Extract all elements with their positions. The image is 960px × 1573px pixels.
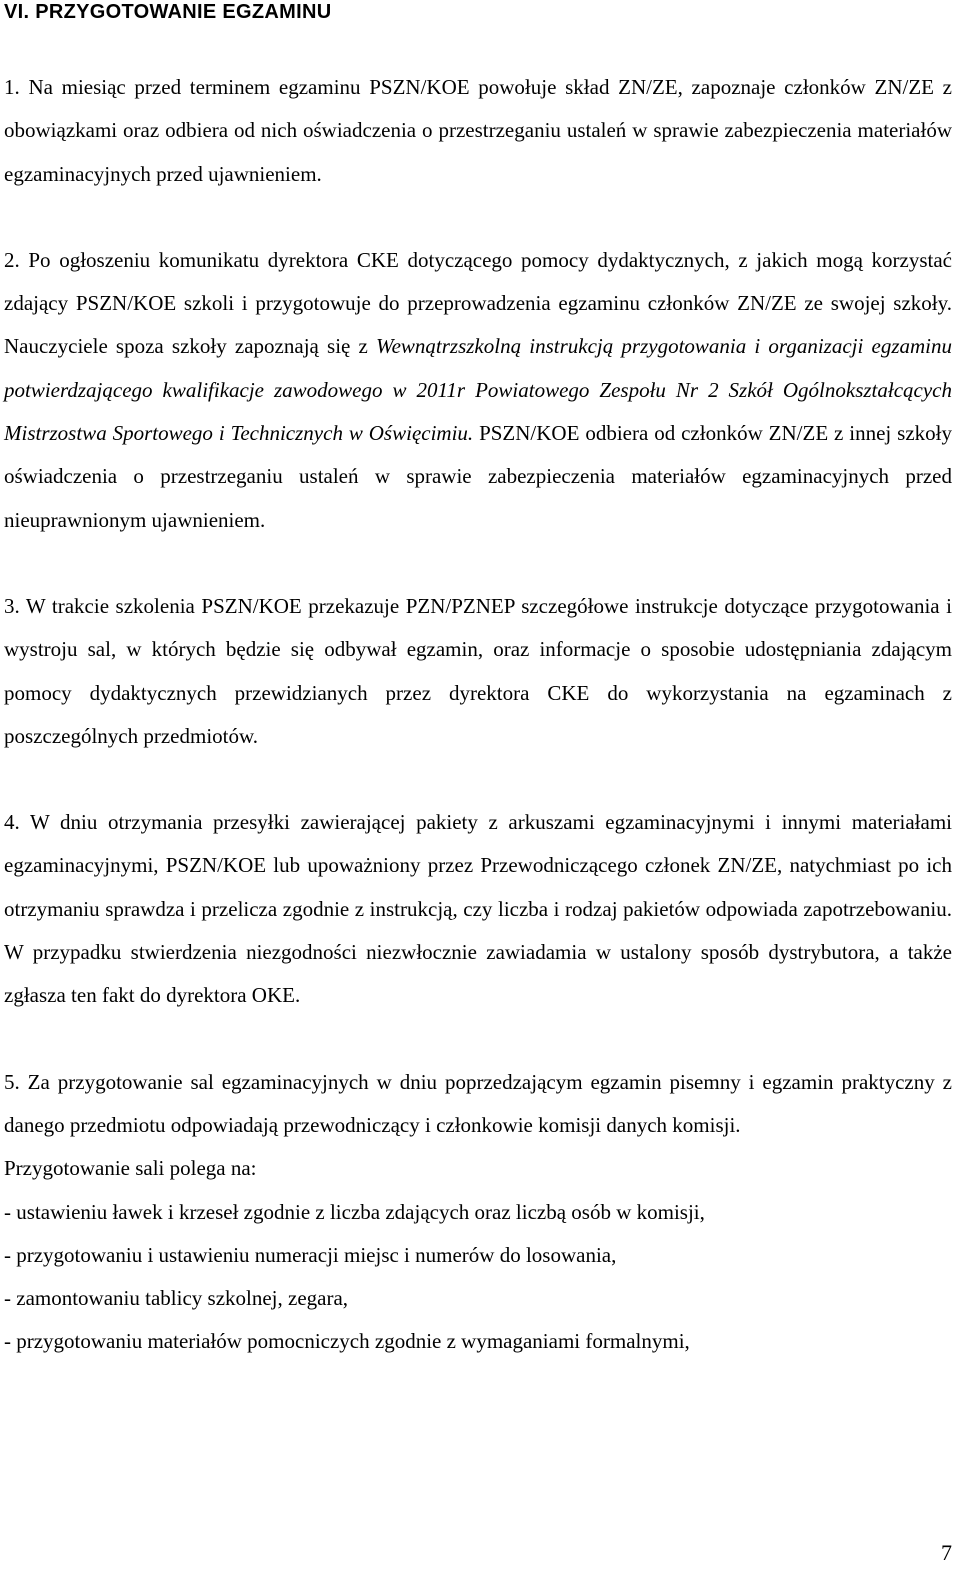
list-intro: Przygotowanie sali polega na:: [4, 1156, 257, 1181]
list-item: - zamontowaniu tablicy szkolnej, zegara,: [4, 1286, 349, 1311]
list-item: - przygotowaniu materiałów pomocniczych zgodnie z wymaganiami formalnymi,: [4, 1329, 690, 1354]
paragraph-2-start: 2. Po ogłoszeniu komunikatu dyrektora CKE dotyczącego pomocy dydaktycznych, z jakich mogą korzystać zdający PSZN/KOE szkoli i przygotowuje do przeprowadzenia egzaminu członków ZN/ZE ze swojej szkoły. Nauczyciele spoza szkoły zapoznają się z: [4, 247, 952, 359]
section-heading: VI. PRZYGOTOWANIE EGZAMINU: [4, 1, 332, 23]
list-item: - przygotowaniu i ustawieniu numeracji miejsc i numerów do losowania,: [4, 1242, 617, 1267]
paragraph-3: 3. W trakcie szkolenia PSZN/KOE przekazuje PZN/PZNEP szczegółowe instrukcje dotyczące przygotowania i wystroju sal, w których będzie się odbywał egzamin, oraz informacje o sposobie udostępniania zdającym pomocy dydaktycznych przewidzianych przez dyrektora CKE do wykorzystania na egzaminach z poszczególnych przedmiotów.: [4, 593, 952, 748]
paragraph-2: [4, 239, 952, 542]
paragraph-2-italic: Wewnątrzszkolną instrukcją przygotowania i organizacji egzaminu potwierdzającego kwalifikacje zawodowego w 2011r Powiatowego Zespołu Nr 2 Szkół Ogólnokształcących Mistrzostwa Sportowego i Technicznych w Oświęcimiu.: [4, 334, 952, 446]
paragraph-2-end: PSZN/KOE odbiera od członków ZN/ZE z innej szkoły oświadczenia o przestrzeganiu ustaleń w sprawie zabezpieczenia materiałów egzaminacyjnych przed nieuprawnionym ujawnieniem.: [4, 421, 952, 532]
paragraph-1: 1. Na miesiąc przed terminem egzaminu PSZN/KOE powołuje skład ZN/ZE, zapoznaje członków ZN/ZE z obowiązkami oraz odbiera od nich oświadczenia o przestrzeganiu ustaleń w sprawie zabezpieczenia materiałów egzaminacyjnych przed ujawnieniem.: [4, 75, 952, 186]
document-page: [4, 0, 952, 1364]
paragraph-4: 4. W dniu otrzymania przesyłki zawierającej pakiety z arkuszami egzaminacyjnymi i innymi materiałami egzaminacyjnymi, PSZN/KOE lub upoważniony przez Przewodniczącego członek ZN/ZE, natychmiast po ich otrzymaniu sprawdza i przelicza zgodnie z instrukcją, czy liczba i rodzaj pakietów odpowiada zapotrzebowaniu. W przypadku stwierdzenia niezgodności niezwłocznie zawiadamia w ustalony sposób dystrybutora, a także zgłasza ten fakt do dyrektora OKE.: [4, 810, 952, 1008]
paragraph-5: 5. Za przygotowanie sal egzaminacyjnych w dniu poprzedzającym egzamin pisemny i egzamin praktyczny z danego przedmiotu odpowiadają przewodniczący i członkowie komisji danych komisji.: [4, 1069, 952, 1137]
page-number: 7: [941, 1540, 952, 1565]
list-item: - ustawieniu ławek i krzeseł zgodnie z liczba zdających oraz liczbą osób w komisji,: [4, 1199, 705, 1224]
